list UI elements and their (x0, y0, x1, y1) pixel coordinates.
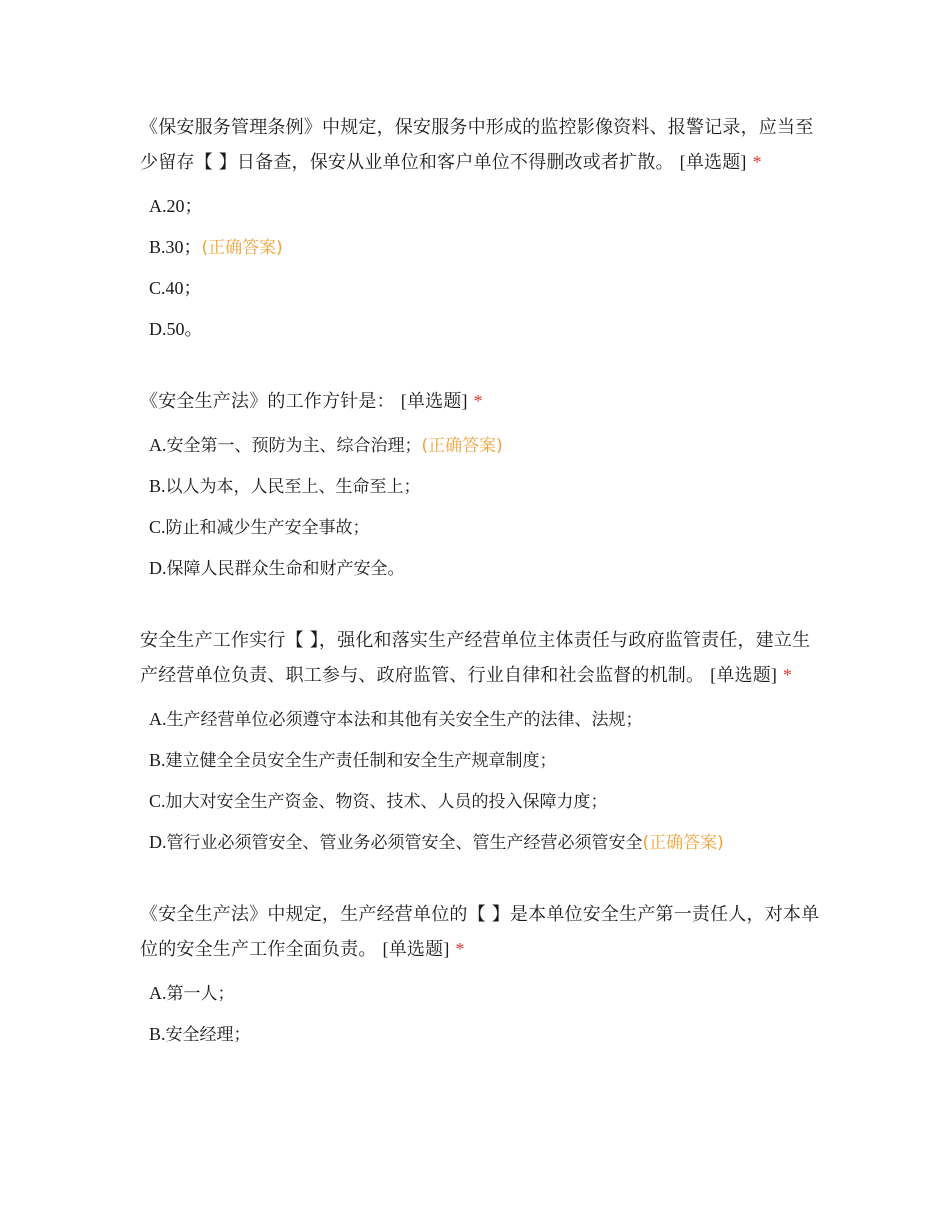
question-type: [单选题] (382, 939, 450, 959)
option-text: 保障人民群众生命和财产安全。 (166, 559, 405, 579)
question-text (140, 384, 820, 419)
option-letter: A. (149, 196, 167, 216)
correct-answer-tag: (正确答案) (421, 436, 503, 456)
question-2 (140, 384, 820, 589)
option-text: 管行业必须管安全、管业务必须管安全、管生产经营必须管安全 (166, 833, 643, 853)
option-letter: D. (149, 558, 167, 578)
question-type: [单选题] (679, 152, 747, 172)
required-mark: * (455, 939, 465, 959)
option-letter: D. (149, 319, 167, 339)
correct-answer-tag: (正确答案) (642, 833, 724, 853)
option-c[interactable] (140, 507, 820, 548)
option-b[interactable] (140, 1014, 820, 1055)
option-letter: C. (149, 278, 166, 298)
question-1 (140, 110, 820, 350)
option-d[interactable] (140, 822, 820, 863)
correct-answer-tag: (正确答案) (201, 238, 283, 258)
option-d[interactable] (140, 548, 820, 589)
option-text: 以人为本，人民至上、生命至上； (165, 477, 421, 497)
option-letter: B. (149, 237, 166, 257)
question-stem: 《安全生产法》中规定，生产经营单位的【 】是本单位安全生产第一责任人，对本单位的安全生产工作全面负责。 (140, 904, 820, 960)
option-b[interactable] (140, 466, 820, 507)
option-text: 加大对安全生产资金、物资、技术、人员的投入保障力度； (165, 792, 608, 812)
option-text: 防止和减少生产安全事故； (165, 518, 370, 538)
option-letter: B. (149, 750, 166, 770)
required-mark: * (783, 665, 793, 685)
question-4 (140, 897, 820, 1055)
option-b[interactable] (140, 740, 820, 781)
question-text (140, 623, 820, 693)
option-a[interactable] (140, 973, 820, 1014)
option-a[interactable] (140, 186, 820, 227)
question-list (140, 110, 820, 1089)
option-text: 建立健全全员安全生产责任制和安全生产规章制度； (165, 751, 557, 771)
option-letter: D. (149, 832, 167, 852)
option-c[interactable] (140, 781, 820, 822)
option-c[interactable] (140, 268, 820, 309)
option-text: 安全第一、预防为主、综合治理； (166, 436, 422, 456)
option-a[interactable] (140, 425, 820, 466)
question-stem: 《安全生产法》的工作方针是： (140, 391, 395, 412)
option-text: 第一人； (166, 984, 235, 1004)
option-letter: A. (149, 983, 167, 1003)
option-text: 40； (165, 278, 202, 298)
option-b[interactable] (140, 227, 820, 268)
option-letter: C. (149, 517, 166, 537)
option-text: 生产经营单位必须遵守本法和其他有关安全生产的法律、法规； (166, 710, 643, 730)
question-stem: 《保安服务管理条例》中规定，保安服务中形成的监控影像资料、报警记录，应当至少留存【 】日备查，保安从业单位和客户单位不得删改或者扩散。 (140, 117, 814, 173)
question-type: [单选题] (710, 665, 778, 685)
option-d[interactable] (140, 309, 820, 350)
option-text: 30； (165, 237, 202, 257)
option-letter: A. (149, 435, 167, 455)
required-mark: * (473, 391, 483, 411)
option-a[interactable] (140, 699, 820, 740)
option-letter: A. (149, 709, 167, 729)
question-3 (140, 623, 820, 863)
question-text (140, 110, 820, 180)
option-letter: C. (149, 791, 166, 811)
question-type: [单选题] (400, 391, 468, 411)
option-text: 安全经理； (165, 1025, 251, 1045)
required-mark: * (752, 152, 762, 172)
option-text: 50。 (166, 319, 203, 339)
option-letter: B. (149, 1024, 166, 1044)
option-text: 20； (166, 196, 203, 216)
option-letter: B. (149, 476, 166, 496)
question-stem: 安全生产工作实行【 】，强化和落实生产经营单位主体责任与政府监管责任，建立生产经营单位负责、职工参与、政府监管、行业自律和社会监督的机制。 (140, 630, 811, 686)
question-text (140, 897, 820, 967)
